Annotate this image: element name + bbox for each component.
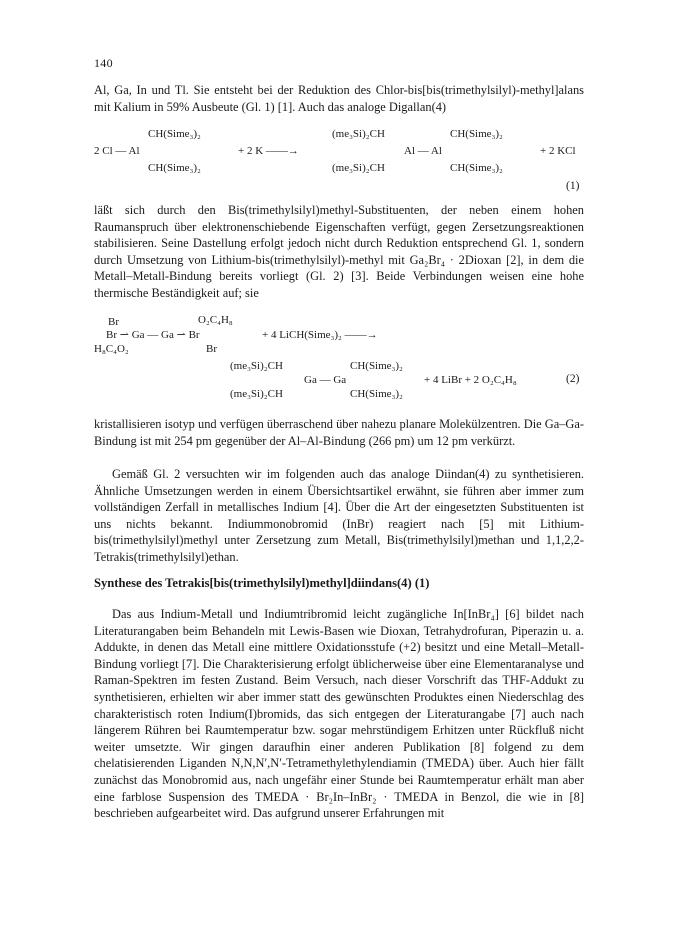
section-heading: Synthese des Tetrakis[bis(trimethylsilyl)methyl]diindans(4) (1)	[94, 576, 430, 590]
eq2-prod-top-left: (me₃Si)₂CH	[230, 360, 283, 372]
eq1-prod-bottom-right: CH(Sime₃)₂	[450, 162, 503, 174]
eq1-prod-top-right: CH(Sime₃)₂	[450, 128, 503, 140]
eq2-dioxane-top: O₂C₄H₈	[198, 314, 233, 326]
paragraph-synthesis: Das aus Indium-Metall und Indiumtribromid leicht zugängliche In[InBr₄] [6] bildet nach Literaturangaben beim Behandeln mit Lewis-Basen wie Dioxan, Tetrahydrofuran, Piperazin u. a. Addukte, in denen das Metall eine mittlere Oxidationsstufe (+2) besitzt und eine Metall–Metall-Bindung vorliegt [7]. Die Charakterisierung erfolgt üblicherweise über eine Elementaranalyse und Raman-Spektren im festen Zustand. Beim Versuch, nach dieser Vorschrift das THF-Addukt zu synthetisieren, erhielten wir aber immer statt des gewünschten Produktes einen Niederschlag des charakteristisch roten Indium(I)bromids, das sich entgegen der Literaturangabe [7] auch nach längerem Rühren bei Raumtemperatur bzw. sogar mehrstündigem Erhitzen unter Rückfluß nicht weiter umsetzte. Wir gingen daraufhin einer anderen Publikation [8] folgend zu dem chelatisierenden Liganden N,N,N′,N′-Tetramethylethylendiamin (TMEDA) über. Auch hier fällt zunächst das Monobromid aus, nach ungefähr einer Stunde bei Raumtemperatur erhält man aber eine farblose Suspension des TMEDA · Br₂In–InBr₂ · TMEDA in Benzol, die wie in [8] beschrieben aufgearbeitet wird. Das aufgrund unserer Erfahrungen mit	[94, 607, 584, 821]
eq1-prod-top-left: (me₃Si)₂CH	[332, 128, 385, 140]
eq1-prod-bottom-left: (me₃Si)₂CH	[332, 162, 385, 174]
eq1-reagent: + 2 K ——→	[238, 145, 299, 157]
eq2-byproducts: + 4 LiBr + 2 O₂C₄H₈	[424, 374, 517, 386]
eq1-lhs-prefix: 2 Cl — Al	[94, 145, 140, 157]
eq2-prod-top-right: CH(Sime₃)₂	[350, 360, 403, 372]
paragraph-crystallize: kristallisieren isotyp und verfügen überraschend über nahezu planare Molekülzentren. Die Ga–Ga-Bindung ist mit 254 pm gegenüber der Al–Al-Bindung (266 pm) um 12 pm verkürzt.	[94, 417, 584, 448]
eq2-prod-bottom-right: CH(Sime₃)₂	[350, 388, 403, 400]
eq2-br-bottom: Br	[206, 343, 217, 355]
eq1-number: (1)	[566, 180, 580, 192]
paragraph-substituent: läßt sich durch den Bis(trimethylsilyl)methyl-Substituenten, der neben einem hohen Raumanspruch über elektronenschiebende Eigenschaften verfügt, gegen Zersetzungsreaktionen stabilisieren. Seine Dastellung erfolgt jedoch nicht durch Reduktion entsprechend Gl. 1, sondern durch Umsetzung von Lithium-bis(trimethylsilyl)-methyl mit Ga₂Br₄ · 2Dioxan [2], in dem die Metall–Metall-Bindung bereits vorliegt (Gl. 2) [3]. Beide Verbindungen weisen eine hohe thermische Beständigkeit auf; sie	[94, 203, 584, 300]
eq1-byproduct: + 2 KCl	[540, 145, 576, 157]
eq2-dioxane-bottom: H₈C₄O₂	[94, 343, 129, 355]
paragraph-diindan: Gemäß Gl. 2 versuchten wir im folgenden auch das analoge Diindan(4) zu synthetisieren. Ähnliche Umsetzungen werden in einem Übersichtsartikel erwähnt, sie führen aber immer zum vollständigen Zerfall in metallisches Indium [4]. Über die Art der eingesetzten Substituenten ist uns nichts bekannt. Indiummonobromid (InBr) reagiert nach [5] mit Lithium-bis(trimethylsilyl)methyl unter Zersetzung zum Metall, Bis(trimethylsilyl)methan und 1,1,2,2-Tetrakis(trimethylsilyl)ethan.	[94, 467, 584, 564]
eq2-number: (2)	[566, 373, 580, 385]
eq1-lhs-sub-bottom: CH(Sime₃)₂	[148, 162, 201, 174]
page-number: 140	[94, 56, 113, 70]
eq2-reagent: + 4 LiCH(Sime₃)₂ ——→	[262, 329, 378, 341]
eq1-lhs-sub-top: CH(Sime₃)₂	[148, 128, 201, 140]
eq2-br-top: Br	[108, 316, 119, 328]
eq2-prod-core: Ga — Ga	[304, 374, 347, 386]
paragraph-intro: Al, Ga, In und Tl. Sie entsteht bei der Reduktion des Chlor-bis[bis(trimethylsilyl)-methyl]alans mit Kalium in 59% Ausbeute (Gl. 1) [1]. Auch das analoge Digallan(4)	[94, 83, 584, 114]
eq2-reactant-core: Br ⇀ Ga — Ga ⇀ Br	[106, 329, 200, 341]
eq1-prod-core: Al — Al	[404, 145, 442, 157]
eq2-prod-bottom-left: (me₃Si)₂CH	[230, 388, 283, 400]
